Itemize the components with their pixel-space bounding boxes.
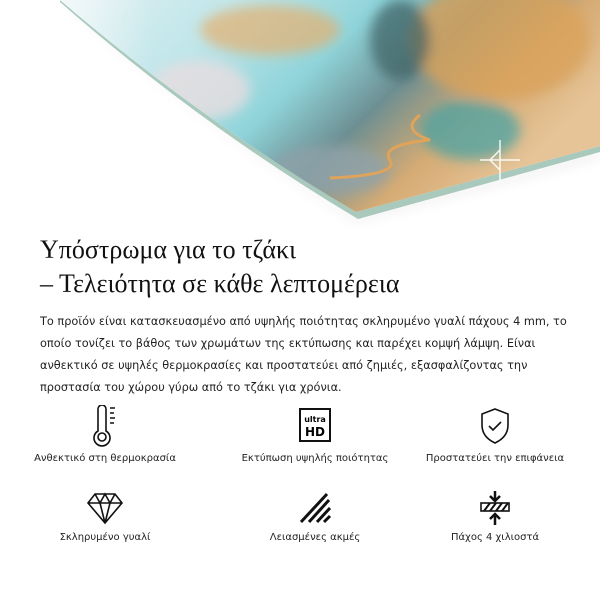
product-description: Το προϊόν είναι κατασκευασμένο από υψηλής ποιότητας σκληρυμένο γυαλί πάχους 4 mm, το οποίο τονίζει το βάθος των χρωμάτων της εκτύπωσης και παρέχει κομψή λάμψη. Είναι ανθεκτικό σε υψηλές θερμοκρασίες και προστατεύει από ζημιές, εξασφαλίζοντας την προστασία του χώρου γύρω από το τζάκι για χρόνια. xyxy=(40,315,567,394)
feature-label: Σκληρυμένο γυαλί xyxy=(59,532,151,543)
title-line-1: Υπόστρωμα για το τζάκι xyxy=(40,235,297,264)
badge-bottom: HD xyxy=(304,425,326,439)
feature-label: Εκτύπωση υψηλής ποιότητας xyxy=(241,453,389,464)
feature-label: Ανθεκτικό στη θερμοκρασία xyxy=(34,453,176,464)
diamond-icon xyxy=(86,490,124,526)
feature-label: Λειασμένες ακμές xyxy=(269,532,361,543)
page-title xyxy=(40,233,399,301)
title-line-2: – Τελειότητα σε κάθε λεπτομέρεια xyxy=(40,269,400,298)
badge-top: ultra xyxy=(304,415,326,424)
feature-tempered-glass xyxy=(5,490,205,543)
feature-thickness xyxy=(395,490,595,543)
feature-protects-surface xyxy=(395,405,595,464)
shield-check-icon xyxy=(478,405,512,447)
smooth-edges-icon xyxy=(297,490,333,526)
ultra-hd-icon xyxy=(298,405,332,447)
feature-heat-resistant xyxy=(5,405,205,464)
feature-smooth-edges xyxy=(215,490,415,543)
feature-label: Προστατεύει την επιφάνεια xyxy=(425,453,565,464)
thickness-icon xyxy=(477,490,513,526)
marble-glass-panel-image xyxy=(0,0,600,230)
thermometer-icon xyxy=(90,405,120,447)
feature-label: Πάχος 4 χιλιοστά xyxy=(450,532,540,543)
feature-hd-print xyxy=(215,405,415,464)
